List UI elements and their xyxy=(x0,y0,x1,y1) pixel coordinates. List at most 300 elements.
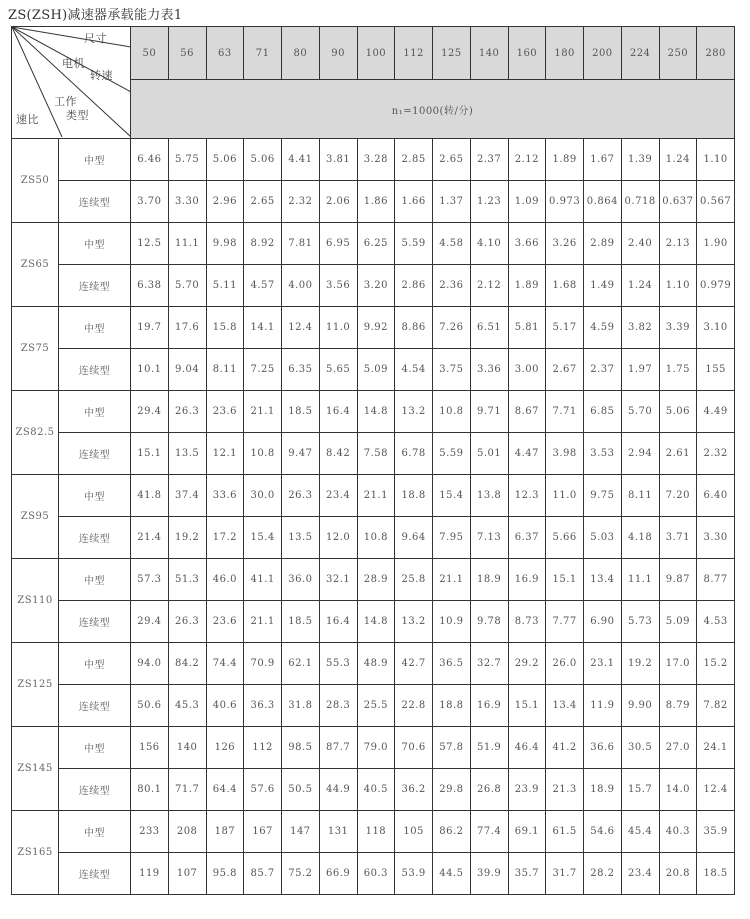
value-cell: 26.0 xyxy=(546,643,584,685)
value-cell: 1.10 xyxy=(697,139,735,181)
table-row xyxy=(12,811,735,853)
value-cell: 3.66 xyxy=(508,223,546,265)
value-cell: 13.4 xyxy=(584,559,622,601)
value-cell: 32.1 xyxy=(319,559,357,601)
table-title: ZS(ZSH)减速器承载能力表1 xyxy=(8,8,183,23)
work-type-cell: 中型 xyxy=(59,475,131,517)
work-type-cell: 连续型 xyxy=(59,265,131,307)
size-header-cell: 80 xyxy=(282,27,320,80)
value-cell: 6.51 xyxy=(470,307,508,349)
value-cell: 8.42 xyxy=(319,433,357,475)
work-type-cell: 连续型 xyxy=(59,685,131,727)
work-type-cell: 中型 xyxy=(59,391,131,433)
value-cell: 5.59 xyxy=(395,223,433,265)
value-cell: 14.8 xyxy=(357,601,395,643)
value-cell: 2.36 xyxy=(433,265,471,307)
value-cell: 31.8 xyxy=(282,685,320,727)
value-cell: 40.3 xyxy=(659,811,697,853)
work-type-cell: 连续型 xyxy=(59,181,131,223)
value-cell: 10.1 xyxy=(131,349,169,391)
value-cell: 1.75 xyxy=(659,349,697,391)
value-cell: 13.5 xyxy=(168,433,206,475)
value-cell: 2.32 xyxy=(282,181,320,223)
value-cell: 87.7 xyxy=(319,727,357,769)
value-cell: 1.66 xyxy=(395,181,433,223)
value-cell: 3.10 xyxy=(697,307,735,349)
table-row xyxy=(12,265,735,307)
value-cell: 1.97 xyxy=(621,349,659,391)
value-cell: 5.06 xyxy=(244,139,282,181)
table-row xyxy=(12,685,735,727)
value-cell: 7.81 xyxy=(282,223,320,265)
value-cell: 17.2 xyxy=(206,517,244,559)
work-type-cell: 连续型 xyxy=(59,601,131,643)
value-cell: 6.37 xyxy=(508,517,546,559)
value-cell: 3.56 xyxy=(319,265,357,307)
value-cell: 10.8 xyxy=(244,433,282,475)
value-cell: 15.4 xyxy=(433,475,471,517)
value-cell: 11.0 xyxy=(546,475,584,517)
value-cell: 3.53 xyxy=(584,433,622,475)
value-cell: 29.2 xyxy=(508,643,546,685)
value-cell: 4.58 xyxy=(433,223,471,265)
table-row xyxy=(12,559,735,601)
value-cell: 5.03 xyxy=(584,517,622,559)
value-cell: 11.0 xyxy=(319,307,357,349)
value-cell: 19.7 xyxy=(131,307,169,349)
value-cell: 2.13 xyxy=(659,223,697,265)
value-cell: 5.59 xyxy=(433,433,471,475)
value-cell: 45.3 xyxy=(168,685,206,727)
value-cell: 6.95 xyxy=(319,223,357,265)
value-cell: 13.2 xyxy=(395,601,433,643)
value-cell: 126 xyxy=(206,727,244,769)
value-cell: 1.49 xyxy=(584,265,622,307)
value-cell: 19.2 xyxy=(168,517,206,559)
value-cell: 74.4 xyxy=(206,643,244,685)
value-cell: 18.9 xyxy=(584,769,622,811)
value-cell: 11.9 xyxy=(584,685,622,727)
value-cell: 48.9 xyxy=(357,643,395,685)
value-cell: 8.11 xyxy=(621,475,659,517)
value-cell: 6.35 xyxy=(282,349,320,391)
model-cell: ZS165 xyxy=(12,811,59,895)
table-row xyxy=(12,433,735,475)
size-header-cell: 100 xyxy=(357,27,395,80)
value-cell: 7.13 xyxy=(470,517,508,559)
value-cell: 0.718 xyxy=(621,181,659,223)
value-cell: 42.7 xyxy=(395,643,433,685)
value-cell: 147 xyxy=(282,811,320,853)
value-cell: 60.3 xyxy=(357,853,395,895)
value-cell: 1.89 xyxy=(508,265,546,307)
value-cell: 57.6 xyxy=(244,769,282,811)
size-header-cell: 90 xyxy=(319,27,357,80)
value-cell: 21.1 xyxy=(244,391,282,433)
table-row xyxy=(12,475,735,517)
value-cell: 36.5 xyxy=(433,643,471,685)
value-cell: 36.0 xyxy=(282,559,320,601)
value-cell: 85.7 xyxy=(244,853,282,895)
value-cell: 33.6 xyxy=(206,475,244,517)
value-cell: 9.92 xyxy=(357,307,395,349)
value-cell: 2.32 xyxy=(697,433,735,475)
value-cell: 12.1 xyxy=(206,433,244,475)
value-cell: 15.4 xyxy=(244,517,282,559)
value-cell: 25.5 xyxy=(357,685,395,727)
value-cell: 16.4 xyxy=(319,601,357,643)
value-cell: 29.4 xyxy=(131,601,169,643)
value-cell: 1.09 xyxy=(508,181,546,223)
value-cell: 15.8 xyxy=(206,307,244,349)
size-header-cell: 50 xyxy=(131,27,169,80)
value-cell: 30.5 xyxy=(621,727,659,769)
value-cell: 18.5 xyxy=(697,853,735,895)
header-corner-cell xyxy=(12,27,131,139)
value-cell: 77.4 xyxy=(470,811,508,853)
value-cell: 8.86 xyxy=(395,307,433,349)
value-cell: 23.4 xyxy=(621,853,659,895)
value-cell: 118 xyxy=(357,811,395,853)
value-cell: 35.9 xyxy=(697,811,735,853)
value-cell: 24.1 xyxy=(697,727,735,769)
value-cell: 50.5 xyxy=(282,769,320,811)
value-cell: 8.79 xyxy=(659,685,697,727)
size-header-cell: 56 xyxy=(168,27,206,80)
value-cell: 12.5 xyxy=(131,223,169,265)
header-work-label: 工作 xyxy=(54,95,77,108)
value-cell: 21.3 xyxy=(546,769,584,811)
value-cell: 19.2 xyxy=(621,643,659,685)
value-cell: 5.70 xyxy=(168,265,206,307)
model-cell: ZS50 xyxy=(12,139,59,223)
value-cell: 84.2 xyxy=(168,643,206,685)
value-cell: 9.04 xyxy=(168,349,206,391)
value-cell: 62.1 xyxy=(282,643,320,685)
value-cell: 57.8 xyxy=(433,727,471,769)
value-cell: 5.75 xyxy=(168,139,206,181)
value-cell: 46.0 xyxy=(206,559,244,601)
value-cell: 3.26 xyxy=(546,223,584,265)
value-cell: 23.4 xyxy=(319,475,357,517)
header-motor-label: 电机 xyxy=(62,57,85,70)
value-cell: 2.37 xyxy=(470,139,508,181)
value-cell: 3.28 xyxy=(357,139,395,181)
value-cell: 14.0 xyxy=(659,769,697,811)
value-cell: 23.9 xyxy=(508,769,546,811)
value-cell: 6.78 xyxy=(395,433,433,475)
value-cell: 13.8 xyxy=(470,475,508,517)
value-cell: 9.75 xyxy=(584,475,622,517)
table-row xyxy=(12,223,735,265)
value-cell: 7.20 xyxy=(659,475,697,517)
value-cell: 0.979 xyxy=(697,265,735,307)
value-cell: 21.1 xyxy=(357,475,395,517)
value-cell: 7.25 xyxy=(244,349,282,391)
value-cell: 140 xyxy=(168,727,206,769)
value-cell: 37.4 xyxy=(168,475,206,517)
value-cell: 1.86 xyxy=(357,181,395,223)
value-cell: 94.0 xyxy=(131,643,169,685)
value-cell: 3.98 xyxy=(546,433,584,475)
table-row xyxy=(12,769,735,811)
value-cell: 3.30 xyxy=(168,181,206,223)
value-cell: 75.2 xyxy=(282,853,320,895)
value-cell: 41.1 xyxy=(244,559,282,601)
value-cell: 2.65 xyxy=(433,139,471,181)
table-row xyxy=(12,601,735,643)
value-cell: 2.40 xyxy=(621,223,659,265)
value-cell: 5.73 xyxy=(621,601,659,643)
value-cell: 69.1 xyxy=(508,811,546,853)
value-cell: 1.67 xyxy=(584,139,622,181)
value-cell: 50.6 xyxy=(131,685,169,727)
value-cell: 10.8 xyxy=(357,517,395,559)
value-cell: 9.64 xyxy=(395,517,433,559)
table-row xyxy=(12,517,735,559)
value-cell: 26.3 xyxy=(168,391,206,433)
value-cell: 2.85 xyxy=(395,139,433,181)
value-cell: 119 xyxy=(131,853,169,895)
value-cell: 9.71 xyxy=(470,391,508,433)
table-row xyxy=(12,139,735,181)
size-header-cell: 160 xyxy=(508,27,546,80)
value-cell: 23.6 xyxy=(206,391,244,433)
value-cell: 0.864 xyxy=(584,181,622,223)
size-header-cell: 140 xyxy=(470,27,508,80)
value-cell: 131 xyxy=(319,811,357,853)
value-cell: 15.7 xyxy=(621,769,659,811)
value-cell: 107 xyxy=(168,853,206,895)
value-cell: 26.3 xyxy=(282,475,320,517)
value-cell: 2.12 xyxy=(470,265,508,307)
model-cell: ZS145 xyxy=(12,727,59,811)
value-cell: 25.8 xyxy=(395,559,433,601)
size-header-cell: 200 xyxy=(584,27,622,80)
value-cell: 53.9 xyxy=(395,853,433,895)
value-cell: 28.2 xyxy=(584,853,622,895)
value-cell: 64.4 xyxy=(206,769,244,811)
value-cell: 1.37 xyxy=(433,181,471,223)
value-cell: 12.0 xyxy=(319,517,357,559)
value-cell: 26.8 xyxy=(470,769,508,811)
value-cell: 8.73 xyxy=(508,601,546,643)
value-cell: 5.09 xyxy=(659,601,697,643)
value-cell: 4.49 xyxy=(697,391,735,433)
work-type-cell: 连续型 xyxy=(59,517,131,559)
table-row xyxy=(12,307,735,349)
value-cell: 17.6 xyxy=(168,307,206,349)
value-cell: 208 xyxy=(168,811,206,853)
value-cell: 5.01 xyxy=(470,433,508,475)
value-cell: 57.3 xyxy=(131,559,169,601)
value-cell: 7.82 xyxy=(697,685,735,727)
value-cell: 28.9 xyxy=(357,559,395,601)
value-cell: 70.6 xyxy=(395,727,433,769)
value-cell: 26.3 xyxy=(168,601,206,643)
value-cell: 5.81 xyxy=(508,307,546,349)
work-type-cell: 连续型 xyxy=(59,853,131,895)
value-cell: 98.5 xyxy=(282,727,320,769)
value-cell: 20.8 xyxy=(659,853,697,895)
value-cell: 5.70 xyxy=(621,391,659,433)
value-cell: 12.3 xyxy=(508,475,546,517)
value-cell: 15.1 xyxy=(131,433,169,475)
value-cell: 4.59 xyxy=(584,307,622,349)
value-cell: 4.54 xyxy=(395,349,433,391)
value-cell: 35.7 xyxy=(508,853,546,895)
header-size-row xyxy=(12,27,735,80)
value-cell: 31.7 xyxy=(546,853,584,895)
value-cell: 8.67 xyxy=(508,391,546,433)
value-cell: 0.637 xyxy=(659,181,697,223)
value-cell: 13.5 xyxy=(282,517,320,559)
value-cell: 3.70 xyxy=(131,181,169,223)
work-type-cell: 中型 xyxy=(59,223,131,265)
value-cell: 3.39 xyxy=(659,307,697,349)
value-cell: 3.36 xyxy=(470,349,508,391)
value-cell: 5.66 xyxy=(546,517,584,559)
value-cell: 46.4 xyxy=(508,727,546,769)
value-cell: 16.4 xyxy=(319,391,357,433)
size-header-cell: 63 xyxy=(206,27,244,80)
value-cell: 4.57 xyxy=(244,265,282,307)
value-cell: 0.567 xyxy=(697,181,735,223)
value-cell: 16.9 xyxy=(470,685,508,727)
value-cell: 5.06 xyxy=(206,139,244,181)
work-type-cell: 中型 xyxy=(59,559,131,601)
value-cell: 1.68 xyxy=(546,265,584,307)
value-cell: 3.00 xyxy=(508,349,546,391)
value-cell: 167 xyxy=(244,811,282,853)
value-cell: 1.39 xyxy=(621,139,659,181)
value-cell: 21.1 xyxy=(433,559,471,601)
value-cell: 6.46 xyxy=(131,139,169,181)
value-cell: 14.1 xyxy=(244,307,282,349)
value-cell: 28.3 xyxy=(319,685,357,727)
value-cell: 11.1 xyxy=(168,223,206,265)
value-cell: 155 xyxy=(697,349,735,391)
value-cell: 1.90 xyxy=(697,223,735,265)
value-cell: 105 xyxy=(395,811,433,853)
value-cell: 2.61 xyxy=(659,433,697,475)
table-row xyxy=(12,349,735,391)
model-cell: ZS82.5 xyxy=(12,391,59,475)
value-cell: 9.78 xyxy=(470,601,508,643)
size-header-cell: 112 xyxy=(395,27,433,80)
work-type-cell: 中型 xyxy=(59,811,131,853)
value-cell: 2.67 xyxy=(546,349,584,391)
value-cell: 41.8 xyxy=(131,475,169,517)
value-cell: 1.23 xyxy=(470,181,508,223)
value-cell: 1.24 xyxy=(659,139,697,181)
value-cell: 41.2 xyxy=(546,727,584,769)
value-cell: 18.5 xyxy=(282,391,320,433)
value-cell: 18.8 xyxy=(433,685,471,727)
value-cell: 18.5 xyxy=(282,601,320,643)
work-type-cell: 连续型 xyxy=(59,349,131,391)
value-cell: 1.24 xyxy=(621,265,659,307)
value-cell: 12.4 xyxy=(282,307,320,349)
value-cell: 3.30 xyxy=(697,517,735,559)
value-cell: 9.47 xyxy=(282,433,320,475)
work-type-cell: 中型 xyxy=(59,643,131,685)
value-cell: 29.8 xyxy=(433,769,471,811)
header-type-label: 类型 xyxy=(66,109,89,122)
value-cell: 7.26 xyxy=(433,307,471,349)
value-cell: 55.3 xyxy=(319,643,357,685)
value-cell: 17.0 xyxy=(659,643,697,685)
value-cell: 16.9 xyxy=(508,559,546,601)
value-cell: 3.75 xyxy=(433,349,471,391)
value-cell: 14.8 xyxy=(357,391,395,433)
value-cell: 187 xyxy=(206,811,244,853)
value-cell: 40.5 xyxy=(357,769,395,811)
value-cell: 61.5 xyxy=(546,811,584,853)
size-header-cell: 125 xyxy=(433,27,471,80)
size-header-cell: 71 xyxy=(244,27,282,80)
value-cell: 7.77 xyxy=(546,601,584,643)
model-cell: ZS125 xyxy=(12,643,59,727)
value-cell: 2.94 xyxy=(621,433,659,475)
value-cell: 22.8 xyxy=(395,685,433,727)
value-cell: 8.11 xyxy=(206,349,244,391)
value-cell: 156 xyxy=(131,727,169,769)
value-cell: 3.82 xyxy=(621,307,659,349)
value-cell: 15.1 xyxy=(546,559,584,601)
value-cell: 2.37 xyxy=(584,349,622,391)
value-cell: 23.1 xyxy=(584,643,622,685)
value-cell: 4.47 xyxy=(508,433,546,475)
value-cell: 51.3 xyxy=(168,559,206,601)
model-cell: ZS65 xyxy=(12,223,59,307)
table-row xyxy=(12,181,735,223)
value-cell: 54.6 xyxy=(584,811,622,853)
value-cell: 10.8 xyxy=(433,391,471,433)
value-cell: 21.4 xyxy=(131,517,169,559)
value-cell: 5.17 xyxy=(546,307,584,349)
value-cell: 11.1 xyxy=(621,559,659,601)
value-cell: 30.0 xyxy=(244,475,282,517)
value-cell: 9.87 xyxy=(659,559,697,601)
value-cell: 44.9 xyxy=(319,769,357,811)
capacity-table xyxy=(11,26,735,895)
value-cell: 3.20 xyxy=(357,265,395,307)
value-cell: 3.71 xyxy=(659,517,697,559)
value-cell: 3.81 xyxy=(319,139,357,181)
value-cell: 1.10 xyxy=(659,265,697,307)
model-cell: ZS110 xyxy=(12,559,59,643)
value-cell: 6.40 xyxy=(697,475,735,517)
value-cell: 36.2 xyxy=(395,769,433,811)
value-cell: 36.6 xyxy=(584,727,622,769)
value-cell: 66.9 xyxy=(319,853,357,895)
value-cell: 2.89 xyxy=(584,223,622,265)
table-row xyxy=(12,727,735,769)
value-cell: 39.9 xyxy=(470,853,508,895)
value-cell: 5.11 xyxy=(206,265,244,307)
model-cell: ZS95 xyxy=(12,475,59,559)
work-type-cell: 中型 xyxy=(59,727,131,769)
work-type-cell: 中型 xyxy=(59,139,131,181)
value-cell: 45.4 xyxy=(621,811,659,853)
value-cell: 5.65 xyxy=(319,349,357,391)
value-cell: 7.58 xyxy=(357,433,395,475)
value-cell: 79.0 xyxy=(357,727,395,769)
value-cell: 8.77 xyxy=(697,559,735,601)
table-row xyxy=(12,853,735,895)
table-row xyxy=(12,391,735,433)
